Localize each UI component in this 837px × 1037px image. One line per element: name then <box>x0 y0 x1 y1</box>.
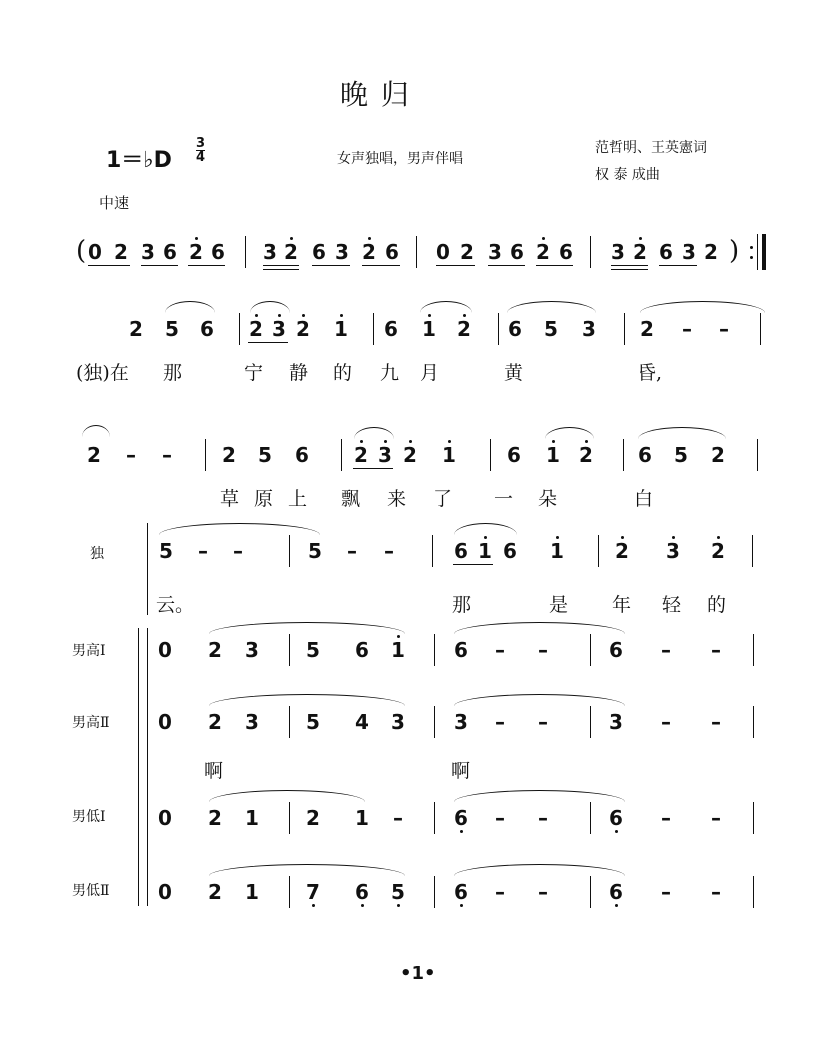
r1-note-9: 2 <box>457 317 471 341</box>
intro-note-4: 2 <box>189 240 203 264</box>
r2-high-dot-9 <box>448 440 451 443</box>
r3-note-8: 6 <box>503 539 517 563</box>
b1-note-6: 6 <box>454 806 468 830</box>
r3-note-7: 1 <box>478 539 492 563</box>
r3-high-dot-9 <box>556 536 559 539</box>
intro-note-21: 3 <box>682 240 696 264</box>
b2-low-dot-4 <box>361 904 364 907</box>
intro-2-underline-1 <box>611 269 648 270</box>
t1-note-6: 6 <box>454 638 468 662</box>
intro-note-15: 6 <box>510 240 524 264</box>
r2-note-10: 6 <box>507 443 521 467</box>
lyricist-credit: 范哲明、王英憲词 <box>595 140 707 156</box>
intro-underline-2 <box>188 265 225 266</box>
r3-note-1: – <box>198 539 208 563</box>
r3-note-5: – <box>384 539 394 563</box>
lyric-huang: 黄 <box>504 362 524 384</box>
b2-barline-2 <box>590 876 591 908</box>
intro-note-14: 3 <box>488 240 502 264</box>
intro-high-dot-19 <box>639 237 642 240</box>
lyric-piao: 飘 <box>341 488 361 510</box>
intro-note-13: 2 <box>460 240 474 264</box>
r3-high-dot-10 <box>621 536 624 539</box>
r1-slur-1 <box>250 301 290 313</box>
r1-slur-4 <box>640 301 765 313</box>
repeat-thin-barline <box>757 234 758 270</box>
intro-underline-10 <box>659 265 697 266</box>
b2-note-4: 6 <box>355 880 369 904</box>
t1-note-9: 6 <box>609 638 623 662</box>
r2-underline-0 <box>353 468 393 469</box>
lyric-shang: 上 <box>288 488 308 510</box>
b2-barline-0 <box>289 876 290 908</box>
t1-barline-0 <box>289 634 290 666</box>
t1-barline-1 <box>434 634 435 666</box>
r2-note-1: – <box>126 443 136 467</box>
r3-slur-1 <box>454 523 517 535</box>
b1-barline-1 <box>434 802 435 834</box>
r2-barline-1 <box>341 439 342 471</box>
lyric-bai: 白 <box>634 488 654 510</box>
b1-slur-0 <box>209 790 365 802</box>
intro-high-dot-4 <box>195 237 198 240</box>
r1-slur-0 <box>165 301 215 313</box>
t2-barline-2 <box>590 706 591 738</box>
b2-low-dot-5 <box>397 904 400 907</box>
b2-note-7: – <box>495 880 505 904</box>
r3-high-dot-7 <box>484 536 487 539</box>
lyric-ah-2: 啊 <box>451 760 471 782</box>
lyric-na: 那 <box>163 362 183 384</box>
repeat-dot-bottom <box>750 256 753 259</box>
r1-barline-1 <box>373 313 374 345</box>
r1-high-dot-5 <box>302 314 305 317</box>
r1-note-2: 6 <box>200 317 214 341</box>
intro-note-2: 3 <box>141 240 155 264</box>
b1-barline-2 <box>590 802 591 834</box>
lyric-yi: 一 <box>494 488 514 510</box>
t2-note-4: 4 <box>355 710 369 734</box>
r2-high-dot-11 <box>552 440 555 443</box>
intro-note-19: 2 <box>633 240 647 264</box>
r2-high-dot-12 <box>585 440 588 443</box>
b2-note-11: – <box>711 880 721 904</box>
intro-note-12: 0 <box>436 240 450 264</box>
r3-note-6: 6 <box>454 539 468 563</box>
r3-note-4: – <box>347 539 357 563</box>
r1-note-14: – <box>682 317 692 341</box>
lyric-zai: (独)在 <box>76 362 129 384</box>
r1-note-12: 3 <box>582 317 596 341</box>
lyric-lai: 来 <box>387 488 407 510</box>
b1-note-7: – <box>495 806 505 830</box>
r1-note-13: 2 <box>640 317 654 341</box>
b2-low-dot-9 <box>615 904 618 907</box>
b1-note-11: – <box>711 806 721 830</box>
r3-barline-2 <box>598 535 599 567</box>
b1-note-5: – <box>393 806 403 830</box>
b1-low-dot-6 <box>460 830 463 833</box>
r1-high-dot-3 <box>255 314 258 317</box>
r1-note-6: 1 <box>334 317 348 341</box>
r2-note-5: 6 <box>295 443 309 467</box>
intro-note-7: 2 <box>284 240 298 264</box>
t1-note-7: – <box>495 638 505 662</box>
t1-note-8: – <box>538 638 548 662</box>
r1-barline-4 <box>760 313 761 345</box>
t2-note-9: 3 <box>609 710 623 734</box>
t2-barline-1 <box>434 706 435 738</box>
t1-slur-0 <box>209 622 405 634</box>
r2-note-3: 2 <box>222 443 236 467</box>
intro-note-0: 0 <box>88 240 102 264</box>
intro-note-3: 6 <box>163 240 177 264</box>
intro-note-11: 6 <box>385 240 399 264</box>
r2-high-dot-7 <box>384 440 387 443</box>
r1-note-15: – <box>719 317 729 341</box>
b2-slur-1 <box>454 864 625 876</box>
intro-note-17: 6 <box>559 240 573 264</box>
t1-note-4: 6 <box>355 638 369 662</box>
t2-note-2: 3 <box>245 710 259 734</box>
t1-note-0: 0 <box>158 638 172 662</box>
lyric-de2: 的 <box>707 594 727 616</box>
r2-note-4: 5 <box>258 443 272 467</box>
t2-note-3: 5 <box>306 710 320 734</box>
t1-note-1: 2 <box>208 638 222 662</box>
lyric-yuan: 原 <box>254 488 274 510</box>
intro-note-9: 3 <box>335 240 349 264</box>
r2-barline-4 <box>757 439 758 471</box>
r2-barline-2 <box>490 439 491 471</box>
t2-note-5: 3 <box>391 710 405 734</box>
b1-note-0: 0 <box>158 806 172 830</box>
r2-slur-1 <box>545 427 594 439</box>
chorus-system-bracket <box>138 628 139 906</box>
b2-barline-1 <box>434 876 435 908</box>
b2-note-10: – <box>661 880 671 904</box>
lyric-nian: 年 <box>612 594 632 616</box>
r1-note-0: 2 <box>129 317 143 341</box>
r3-barline-0 <box>289 535 290 567</box>
b1-slur-1 <box>454 790 625 802</box>
t1-note-2: 3 <box>245 638 259 662</box>
r3-note-0: 5 <box>159 539 173 563</box>
t2-note-7: – <box>495 710 505 734</box>
intro-barline-0 <box>245 236 246 268</box>
r2-note-12: 2 <box>579 443 593 467</box>
r2-slur-2 <box>638 427 726 439</box>
repeat-dot-top <box>750 246 753 249</box>
r2-note-0: 2 <box>87 443 101 467</box>
t2-note-8: – <box>538 710 548 734</box>
r1-high-dot-6 <box>340 314 343 317</box>
t1-note-11: – <box>711 638 721 662</box>
lyric-jiu: 九 <box>380 362 400 384</box>
r3-note-12: 2 <box>711 539 725 563</box>
song-title: 晚 归 <box>340 78 411 111</box>
time-signature <box>196 137 205 164</box>
intro-close-paren: ) <box>729 236 740 266</box>
b2-note-8: – <box>538 880 548 904</box>
voice-label-bass-1: 男低Ⅰ <box>72 809 106 825</box>
intro-underline-3 <box>263 265 299 266</box>
r3-note-3: 5 <box>308 539 322 563</box>
r2-note-6: 2 <box>354 443 368 467</box>
voice-label-tenor-1: 男高Ⅰ <box>72 643 106 659</box>
key-signature: 1＝♭D <box>106 148 172 173</box>
t2-note-1: 2 <box>208 710 222 734</box>
t2-note-10: – <box>661 710 671 734</box>
b2-low-dot-3 <box>312 904 315 907</box>
intro-open-paren: ( <box>76 236 87 266</box>
t2-note-0: 0 <box>158 710 172 734</box>
t2-barline-3 <box>753 706 754 738</box>
intro-note-8: 6 <box>312 240 326 264</box>
b2-note-5: 5 <box>391 880 405 904</box>
r2-high-dot-8 <box>409 440 412 443</box>
intro-underline-4 <box>312 265 350 266</box>
b2-note-3: 7 <box>306 880 320 904</box>
b2-note-6: 6 <box>454 880 468 904</box>
b1-note-2: 1 <box>245 806 259 830</box>
intro-high-dot-10 <box>368 237 371 240</box>
b1-note-10: – <box>661 806 671 830</box>
r2-note-9: 1 <box>442 443 456 467</box>
b1-note-3: 2 <box>306 806 320 830</box>
r3-slur-0 <box>159 523 320 535</box>
r1-high-dot-8 <box>428 314 431 317</box>
intro-note-1: 2 <box>114 240 128 264</box>
r3-barline-3 <box>752 535 753 567</box>
composer-credit: 权 泰 成曲 <box>595 167 660 183</box>
r1-note-1: 5 <box>165 317 179 341</box>
r3-barline-1 <box>432 535 433 567</box>
t2-note-6: 3 <box>454 710 468 734</box>
lyric-ning: 宁 <box>244 362 264 384</box>
r1-barline-3 <box>624 313 625 345</box>
t1-barline-3 <box>753 634 754 666</box>
intro-note-18: 3 <box>611 240 625 264</box>
r3-note-2: – <box>233 539 243 563</box>
lyric-shi: 是 <box>549 594 569 616</box>
b1-barline-3 <box>753 802 754 834</box>
r2-barline-0 <box>205 439 206 471</box>
voice-label-bass-2: 男低Ⅱ <box>72 883 110 899</box>
intro-2-underline-0 <box>263 269 299 270</box>
b1-note-1: 2 <box>208 806 222 830</box>
t1-barline-2 <box>590 634 591 666</box>
lyric-qing: 轻 <box>662 594 682 616</box>
b2-low-dot-6 <box>460 904 463 907</box>
voice-label-solo: 独 <box>90 546 104 562</box>
intro-underline-0 <box>88 265 130 266</box>
intro-note-22: 2 <box>704 240 718 264</box>
r3-high-dot-12 <box>717 536 720 539</box>
repeat-thick-barline <box>762 234 766 270</box>
b2-note-1: 2 <box>208 880 222 904</box>
intro-underline-7 <box>488 265 525 266</box>
r3-underline-0 <box>453 564 493 565</box>
t2-note-11: – <box>711 710 721 734</box>
lyric-cao: 草 <box>220 488 240 510</box>
r2-slur-0 <box>354 427 394 439</box>
lyric-jing: 静 <box>289 362 309 384</box>
r1-slur-2 <box>420 301 472 313</box>
tempo-marking: 中速 <box>99 194 130 212</box>
r1-barline-2 <box>498 313 499 345</box>
r2-tie-start <box>82 425 110 437</box>
intro-note-16: 2 <box>536 240 550 264</box>
b1-note-4: 1 <box>355 806 369 830</box>
b1-note-9: 6 <box>609 806 623 830</box>
r3-note-11: 3 <box>666 539 680 563</box>
b2-barline-3 <box>753 876 754 908</box>
r3-note-10: 2 <box>615 539 629 563</box>
time-signature-bottom: 4 <box>196 150 206 165</box>
r1-note-7: 6 <box>384 317 398 341</box>
r1-high-dot-4 <box>278 314 281 317</box>
t1-note-3: 5 <box>306 638 320 662</box>
b1-barline-0 <box>289 802 290 834</box>
t2-slur-1 <box>454 694 625 706</box>
r1-high-dot-9 <box>463 314 466 317</box>
r1-note-3: 2 <box>249 317 263 341</box>
intro-underline-5 <box>362 265 400 266</box>
t2-barline-0 <box>289 706 290 738</box>
intro-underline-1 <box>141 265 178 266</box>
intro-high-dot-7 <box>290 237 293 240</box>
lyric-yue: 月 <box>420 362 440 384</box>
lyric-yun: 云。 <box>156 594 195 616</box>
intro-note-6: 3 <box>263 240 277 264</box>
r3-note-9: 1 <box>550 539 564 563</box>
b2-note-0: 0 <box>158 880 172 904</box>
intro-barline-2 <box>590 236 591 268</box>
intro-barline-1 <box>416 236 417 268</box>
b2-slur-0 <box>209 864 405 876</box>
lyric-hun: 昏, <box>637 362 663 384</box>
r2-barline-3 <box>623 439 624 471</box>
r2-note-15: 2 <box>711 443 725 467</box>
r3-high-dot-11 <box>672 536 675 539</box>
t2-slur-0 <box>209 694 405 706</box>
r2-note-7: 3 <box>378 443 392 467</box>
intro-note-10: 2 <box>362 240 376 264</box>
r2-note-14: 5 <box>674 443 688 467</box>
r2-note-2: – <box>162 443 172 467</box>
t1-slur-1 <box>454 622 625 634</box>
t1-note-5: 1 <box>391 638 405 662</box>
r1-note-10: 6 <box>508 317 522 341</box>
r1-slur-3 <box>507 301 596 313</box>
b2-note-2: 1 <box>245 880 259 904</box>
intro-high-dot-16 <box>542 237 545 240</box>
r2-note-8: 2 <box>403 443 417 467</box>
intro-underline-9 <box>611 265 648 266</box>
b2-note-9: 6 <box>609 880 623 904</box>
r1-barline-0 <box>239 313 240 345</box>
time-signature-top: 3 <box>196 136 206 151</box>
b1-low-dot-9 <box>615 830 618 833</box>
t1-note-10: – <box>661 638 671 662</box>
lyric-duo: 朵 <box>538 488 558 510</box>
r1-note-11: 5 <box>544 317 558 341</box>
lyric-ah-1: 啊 <box>204 760 224 782</box>
page-number: •1• <box>400 963 436 984</box>
intro-note-20: 6 <box>659 240 673 264</box>
voice-label-tenor-2: 男高Ⅱ <box>72 715 110 731</box>
r1-note-4: 3 <box>272 317 286 341</box>
lyric-le: 了 <box>433 488 453 510</box>
r1-note-5: 2 <box>296 317 310 341</box>
intro-underline-8 <box>536 265 573 266</box>
lyric-de: 的 <box>333 362 353 384</box>
r1-underline-0 <box>248 342 288 343</box>
performance-note: 女声独唱，男声伴唱 <box>337 151 463 167</box>
intro-underline-6 <box>436 265 475 266</box>
b1-note-8: – <box>538 806 548 830</box>
solo-system-barline <box>147 523 148 615</box>
lyric-na2: 那 <box>452 594 472 616</box>
r2-high-dot-6 <box>360 440 363 443</box>
t1-high-dot-5 <box>397 635 400 638</box>
intro-note-5: 6 <box>211 240 225 264</box>
r1-note-8: 1 <box>422 317 436 341</box>
r2-note-13: 6 <box>638 443 652 467</box>
chorus-system-barline <box>147 628 148 906</box>
r2-note-11: 1 <box>546 443 560 467</box>
